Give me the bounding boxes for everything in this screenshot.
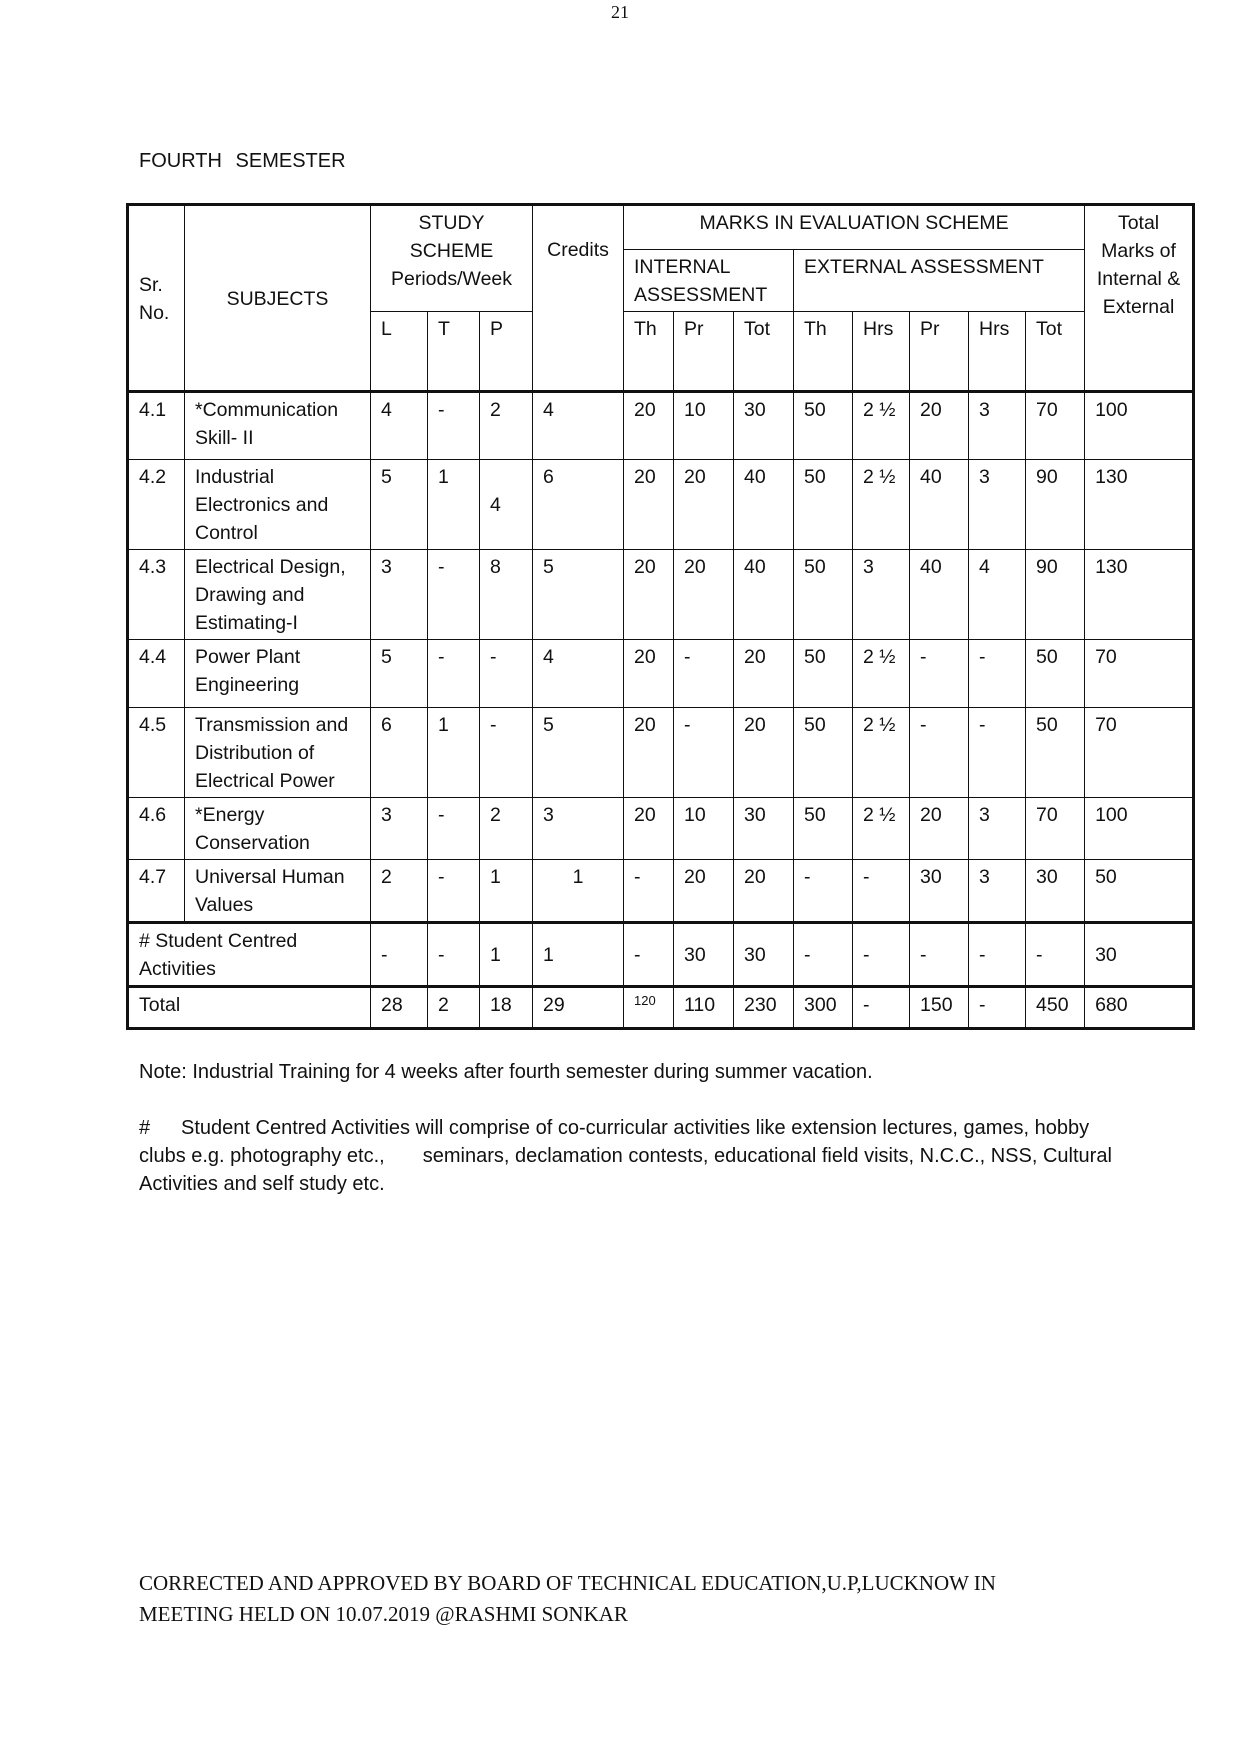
page-number: 21 bbox=[611, 2, 629, 22]
cell-total-label: Total bbox=[128, 987, 371, 1029]
cell-ext-tot: 90 bbox=[1026, 550, 1085, 640]
cell-ext-th: 300 bbox=[794, 987, 853, 1029]
cell-ext-pr: 30 bbox=[910, 860, 969, 923]
cell-credits: 6 bbox=[533, 460, 624, 550]
cell-ext-tot: 50 bbox=[1026, 708, 1085, 798]
cell-ext-tot: 90 bbox=[1026, 460, 1085, 550]
header-int-th: Th bbox=[624, 312, 674, 392]
cell-t: - bbox=[428, 392, 480, 460]
cell-t: - bbox=[428, 550, 480, 640]
cell-subject: Transmission and Distribution of Electrical Power bbox=[185, 708, 371, 798]
cell-ext-hrs: 3 bbox=[969, 392, 1026, 460]
header-ext-hrs: Hrs bbox=[853, 312, 910, 392]
cell-total: 70 bbox=[1085, 708, 1194, 798]
header-ext-tot: Tot bbox=[1026, 312, 1085, 392]
cell-int-tot: 40 bbox=[734, 550, 794, 640]
industrial-training-note: Note: Industrial Training for 4 weeks after fourth semester during summer vacation. bbox=[139, 1061, 873, 1083]
cell-int-tot: 30 bbox=[734, 798, 794, 860]
header-int-pr: Pr bbox=[674, 312, 734, 392]
cell-int-tot: 30 bbox=[734, 923, 794, 987]
cell-int-pr: 110 bbox=[674, 987, 734, 1029]
cell-p: 2 bbox=[480, 392, 533, 460]
cell-subject: Power Plant Engineering bbox=[185, 640, 371, 708]
cell-ext-hrs: - bbox=[853, 923, 910, 987]
cell-ext-hrs: - bbox=[969, 923, 1026, 987]
cell-int-pr: 20 bbox=[674, 460, 734, 550]
approval-footer bbox=[139, 1568, 996, 1630]
cell-ext-hrs: 2 ½ bbox=[853, 640, 910, 708]
cell-ext-pr: 20 bbox=[910, 798, 969, 860]
cell-p: 1 bbox=[480, 860, 533, 923]
activities-note bbox=[139, 1114, 1139, 1198]
cell-ext-pr: 150 bbox=[910, 987, 969, 1029]
header-study-scheme: STUDY SCHEME Periods/Week bbox=[371, 205, 533, 312]
cell-int-th: 20 bbox=[624, 708, 674, 798]
cell-t: 2 bbox=[428, 987, 480, 1029]
table-row-total bbox=[128, 987, 1194, 1029]
table-row-activities bbox=[128, 923, 1194, 987]
cell-subject: *Communication Skill- II bbox=[185, 392, 371, 460]
cell-int-pr: - bbox=[674, 640, 734, 708]
activities-note-part2: seminars, declamation contests, educational field visits, N.C.C., NSS, Cultural Activities and self study etc. bbox=[139, 1145, 1112, 1195]
cell-ext-hrs: 2 ½ bbox=[853, 708, 910, 798]
cell-total: 100 bbox=[1085, 798, 1194, 860]
cell-int-pr: 20 bbox=[674, 860, 734, 923]
footer-line-2: MEETING HELD ON 10.07.2019 @RASHMI SONKAR bbox=[139, 1602, 628, 1626]
header-subjects: SUBJECTS bbox=[185, 205, 371, 392]
cell-ext-hrs: - bbox=[969, 640, 1026, 708]
cell-int-pr: 10 bbox=[674, 798, 734, 860]
cell-ext-th: 50 bbox=[794, 392, 853, 460]
cell-subject: Electrical Design, Drawing and Estimating-I bbox=[185, 550, 371, 640]
cell-int-th: 120 bbox=[624, 987, 674, 1029]
cell-ext-pr: 20 bbox=[910, 392, 969, 460]
table-row bbox=[128, 708, 1194, 798]
cell-ext-th: 50 bbox=[794, 550, 853, 640]
semester-title: FOURTH SEMESTER bbox=[139, 150, 346, 172]
cell-total: 680 bbox=[1085, 987, 1194, 1029]
cell-ext-th: 50 bbox=[794, 798, 853, 860]
cell-int-th: - bbox=[624, 923, 674, 987]
cell-total: 130 bbox=[1085, 550, 1194, 640]
cell-p: 18 bbox=[480, 987, 533, 1029]
header-marks-scheme: MARKS IN EVALUATION SCHEME bbox=[624, 205, 1085, 250]
cell-total: 30 bbox=[1085, 923, 1194, 987]
cell-credits: 3 bbox=[533, 798, 624, 860]
cell-int-th: 20 bbox=[624, 550, 674, 640]
cell-l: 3 bbox=[371, 798, 428, 860]
table-row bbox=[128, 460, 1194, 550]
header-total-marks: Total Marks of Internal & External bbox=[1085, 205, 1194, 392]
footer-line-1: CORRECTED AND APPROVED BY BOARD OF TECHNICAL EDUCATION,U.P,LUCKNOW IN bbox=[139, 1571, 996, 1595]
cell-sr: 4.4 bbox=[128, 640, 185, 708]
cell-sr: 4.5 bbox=[128, 708, 185, 798]
header-t: T bbox=[428, 312, 480, 392]
cell-ext-tot: 450 bbox=[1026, 987, 1085, 1029]
cell-ext-hrs: 2 ½ bbox=[853, 798, 910, 860]
cell-sr: 4.1 bbox=[128, 392, 185, 460]
cell-ext-th: 50 bbox=[794, 708, 853, 798]
cell-t: 1 bbox=[428, 460, 480, 550]
cell-credits: 1 bbox=[533, 923, 624, 987]
cell-ext-pr: - bbox=[910, 923, 969, 987]
cell-ext-hrs: 3 bbox=[969, 460, 1026, 550]
header-ext-pr: Pr bbox=[910, 312, 969, 392]
cell-int-pr: 30 bbox=[674, 923, 734, 987]
cell-total: 100 bbox=[1085, 392, 1194, 460]
cell-ext-th: 50 bbox=[794, 460, 853, 550]
cell-total: 130 bbox=[1085, 460, 1194, 550]
cell-ext-hrs: 3 bbox=[853, 550, 910, 640]
cell-l: 5 bbox=[371, 640, 428, 708]
cell-ext-tot: 70 bbox=[1026, 392, 1085, 460]
cell-t: - bbox=[428, 640, 480, 708]
cell-int-tot: 20 bbox=[734, 708, 794, 798]
cell-ext-pr: - bbox=[910, 640, 969, 708]
cell-credits: 5 bbox=[533, 550, 624, 640]
cell-sr: 4.6 bbox=[128, 798, 185, 860]
evaluation-scheme-table bbox=[126, 203, 1195, 1030]
cell-t: - bbox=[428, 860, 480, 923]
cell-subject: Universal Human Values bbox=[185, 860, 371, 923]
cell-l: 2 bbox=[371, 860, 428, 923]
header-l: L bbox=[371, 312, 428, 392]
cell-int-th: - bbox=[624, 860, 674, 923]
cell-l: 4 bbox=[371, 392, 428, 460]
cell-total: 50 bbox=[1085, 860, 1194, 923]
cell-credits: 5 bbox=[533, 708, 624, 798]
cell-ext-hrs: - bbox=[969, 987, 1026, 1029]
cell-int-th: 20 bbox=[624, 460, 674, 550]
cell-ext-tot: - bbox=[1026, 923, 1085, 987]
cell-ext-pr: 40 bbox=[910, 460, 969, 550]
cell-credits: 4 bbox=[533, 392, 624, 460]
cell-t: - bbox=[428, 798, 480, 860]
cell-sr: 4.3 bbox=[128, 550, 185, 640]
cell-subject: *Energy Conservation bbox=[185, 798, 371, 860]
cell-p: 8 bbox=[480, 550, 533, 640]
table-row bbox=[128, 392, 1194, 460]
cell-l: 3 bbox=[371, 550, 428, 640]
cell-credits: 4 bbox=[533, 640, 624, 708]
cell-int-tot: 20 bbox=[734, 860, 794, 923]
cell-ext-th: - bbox=[794, 860, 853, 923]
header-p: P bbox=[480, 312, 533, 392]
cell-ext-hrs: - bbox=[853, 987, 910, 1029]
table-row bbox=[128, 860, 1194, 923]
cell-p: 1 bbox=[480, 923, 533, 987]
cell-int-pr: 10 bbox=[674, 392, 734, 460]
cell-int-tot: 30 bbox=[734, 392, 794, 460]
header-internal-assessment: INTERNAL ASSESSMENT bbox=[624, 250, 794, 312]
table-row bbox=[128, 640, 1194, 708]
cell-ext-hrs: 2 ½ bbox=[853, 460, 910, 550]
cell-p: 4 bbox=[480, 460, 533, 550]
cell-subject: Industrial Electronics and Control bbox=[185, 460, 371, 550]
cell-l: 6 bbox=[371, 708, 428, 798]
activities-note-part1: Student Centred Activities will comprise of co-curricular activities like extension lectures, games, hobby clubs e.g. photography etc., bbox=[139, 1117, 1090, 1167]
cell-l: - bbox=[371, 923, 428, 987]
cell-int-pr: - bbox=[674, 708, 734, 798]
header-credits: Credits bbox=[533, 205, 624, 392]
cell-ext-hrs: 3 bbox=[969, 798, 1026, 860]
header-ext-hrs: Hrs bbox=[969, 312, 1026, 392]
cell-int-th: 20 bbox=[624, 392, 674, 460]
cell-credits: 1 bbox=[533, 860, 624, 923]
cell-l: 5 bbox=[371, 460, 428, 550]
header-int-tot: Tot bbox=[734, 312, 794, 392]
cell-int-th: 20 bbox=[624, 640, 674, 708]
cell-t: - bbox=[428, 923, 480, 987]
cell-sr: 4.2 bbox=[128, 460, 185, 550]
cell-ext-tot: 30 bbox=[1026, 860, 1085, 923]
cell-int-pr: 20 bbox=[674, 550, 734, 640]
cell-ext-th: - bbox=[794, 923, 853, 987]
cell-credits: 29 bbox=[533, 987, 624, 1029]
cell-activities-label: # Student Centred Activities bbox=[128, 923, 371, 987]
cell-total: 70 bbox=[1085, 640, 1194, 708]
cell-ext-pr: 40 bbox=[910, 550, 969, 640]
header-sr-no: Sr. No. bbox=[128, 205, 185, 392]
hash-symbol: # bbox=[139, 1117, 151, 1139]
cell-int-tot: 40 bbox=[734, 460, 794, 550]
cell-ext-th: 50 bbox=[794, 640, 853, 708]
cell-int-tot: 230 bbox=[734, 987, 794, 1029]
header-external-assessment: EXTERNAL ASSESSMENT bbox=[794, 250, 1085, 312]
cell-ext-tot: 70 bbox=[1026, 798, 1085, 860]
cell-ext-pr: - bbox=[910, 708, 969, 798]
cell-p: - bbox=[480, 708, 533, 798]
cell-l: 28 bbox=[371, 987, 428, 1029]
table-row bbox=[128, 550, 1194, 640]
cell-ext-tot: 50 bbox=[1026, 640, 1085, 708]
cell-int-th: 20 bbox=[624, 798, 674, 860]
cell-ext-hrs: 4 bbox=[969, 550, 1026, 640]
cell-p: 2 bbox=[480, 798, 533, 860]
table-row bbox=[128, 798, 1194, 860]
cell-p: - bbox=[480, 640, 533, 708]
cell-ext-hrs: 3 bbox=[969, 860, 1026, 923]
cell-sr: 4.7 bbox=[128, 860, 185, 923]
cell-ext-hrs: - bbox=[969, 708, 1026, 798]
header-ext-th: Th bbox=[794, 312, 853, 392]
cell-int-tot: 20 bbox=[734, 640, 794, 708]
cell-ext-hrs: 2 ½ bbox=[853, 392, 910, 460]
cell-t: 1 bbox=[428, 708, 480, 798]
cell-ext-hrs: - bbox=[853, 860, 910, 923]
